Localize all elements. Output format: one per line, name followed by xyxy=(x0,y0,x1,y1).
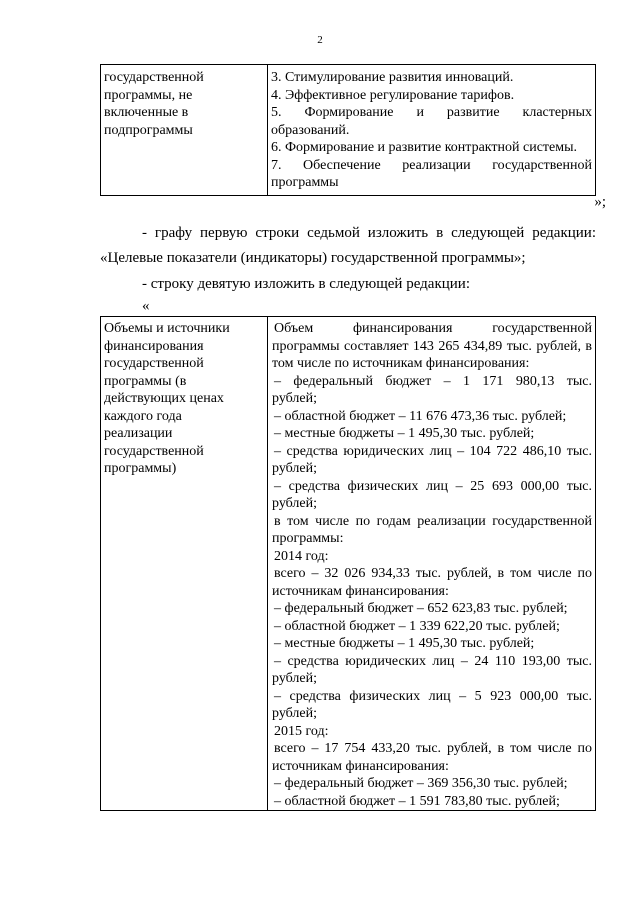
paragraph-1-line-1 xyxy=(100,224,596,242)
top-table-right-cell xyxy=(268,65,596,196)
bottom-table-right-line: рублей; xyxy=(272,391,317,406)
bottom-table-left-line: реализации xyxy=(104,426,173,441)
bottom-table-right-line: всего – 32 026 934,33 тыс. рублей, в том числе по xyxy=(274,566,592,581)
top-table-right-line: образований. xyxy=(271,122,350,138)
bottom-table-right-line: – средства юридических лиц – 24 110 193,00 тыс. xyxy=(274,653,592,669)
bottom-table-right-line: в том числе по годам реализации государственной xyxy=(274,513,592,529)
bottom-table-right-line: – федеральный бюджет – 369 356,30 тыс. рублей; xyxy=(274,776,568,791)
bottom-table-left-line: финансирования xyxy=(104,338,204,354)
bottom-table-right-line: 2014 год: xyxy=(274,548,329,564)
top-table-right-line: 7. Обеспечение реализации государственной xyxy=(271,157,592,173)
closing-quote: »; xyxy=(594,194,606,210)
paragraph-1-text: - графу первую строки седьмой изложить в следующей редакции: xyxy=(142,225,596,241)
bottom-table-right-line: рублей; xyxy=(272,496,317,511)
top-table-left-line: подпрограммы xyxy=(104,122,193,138)
top-table xyxy=(100,64,596,196)
bottom-table-right-line: источникам финансирования: xyxy=(272,758,449,774)
top-table-left-cell xyxy=(101,65,268,196)
top-table-left-line: программы, не xyxy=(104,87,193,103)
bottom-table-right-line: том числе по источникам финансирования: xyxy=(272,356,530,371)
bottom-table-left-line: государственной xyxy=(104,356,204,371)
top-table-right-line: 5. Формирование и развитие кластерных xyxy=(271,105,592,120)
table-row xyxy=(101,317,596,811)
bottom-table-left-line: каждого года xyxy=(104,408,182,424)
bottom-table-right-line: источникам финансирования: xyxy=(272,583,449,599)
paragraph-1-line-2: «Целевые показатели (индикаторы) государственной программы»; xyxy=(100,250,526,266)
bottom-table-right-line: – областной бюджет – 1 339 622,20 тыс. рублей; xyxy=(274,618,560,634)
page-number: 2 xyxy=(317,34,323,46)
bottom-table-right-line: программы составляет 143 265 434,89 тыс. рублей, в xyxy=(272,338,592,354)
bottom-table-right-line: – средства физических лиц – 25 693 000,00 тыс. xyxy=(274,478,592,494)
bottom-table-right-line: всего – 17 754 433,20 тыс. рублей, в том числе по xyxy=(274,741,592,756)
bottom-table-right-line: программы: xyxy=(272,531,344,546)
bottom-table-right-line: – областной бюджет – 11 676 473,36 тыс. рублей; xyxy=(274,408,567,424)
top-table-left-line: государственной xyxy=(104,70,204,85)
bottom-table-right-line: 2015 год: xyxy=(274,723,329,739)
bottom-table-right-line: Объем финансирования государственной xyxy=(274,321,592,336)
top-table-right-line: 4. Эффективное регулирование тарифов. xyxy=(271,87,515,103)
top-table-right-line: 6. Формирование и развитие контрактной системы. xyxy=(271,140,578,155)
bottom-table-right-line: – местные бюджеты – 1 495,30 тыс. рублей; xyxy=(274,426,535,441)
bottom-table-left-line: программы) xyxy=(104,461,177,476)
bottom-table-left-line: действующих ценах xyxy=(104,391,224,406)
bottom-table-right-line: – средства юридических лиц – 104 722 486,10 тыс. xyxy=(274,443,592,459)
bottom-table-right-line: рублей; xyxy=(272,671,317,686)
bottom-table-right-line: – местные бюджеты – 1 495,30 тыс. рублей; xyxy=(274,636,535,651)
bottom-table-right-line: – средства физических лиц – 5 923 000,00 тыс. xyxy=(274,688,592,704)
bottom-table-right-line: рублей; xyxy=(272,461,317,476)
bottom-table-left-line: государственной xyxy=(104,443,204,459)
bottom-table-right-line: рублей; xyxy=(272,706,317,721)
top-table-right-line: 3. Стимулирование развития инноваций. xyxy=(271,70,514,85)
paragraph-2: - строку девятую изложить в следующей редакции: xyxy=(142,276,471,292)
bottom-table-right-line: – федеральный бюджет – 652 623,83 тыс. рублей; xyxy=(274,601,568,616)
top-table-right-line: программы xyxy=(271,175,339,190)
top-table-left-line: включенные в xyxy=(104,105,189,120)
bottom-table-left-line: программы (в xyxy=(104,373,187,389)
bottom-table-left-line: Объемы и источники xyxy=(104,321,230,336)
bottom-table-right-cell xyxy=(268,317,596,811)
bottom-table-right-line: – областной бюджет – 1 591 783,80 тыс. рублей; xyxy=(274,793,560,809)
table-row xyxy=(101,65,596,196)
bottom-table-left-cell xyxy=(101,317,268,811)
bottom-table-right-line: – федеральный бюджет – 1 171 980,13 тыс. xyxy=(274,373,592,389)
opening-quote: « xyxy=(142,298,150,314)
bottom-table xyxy=(100,316,596,811)
